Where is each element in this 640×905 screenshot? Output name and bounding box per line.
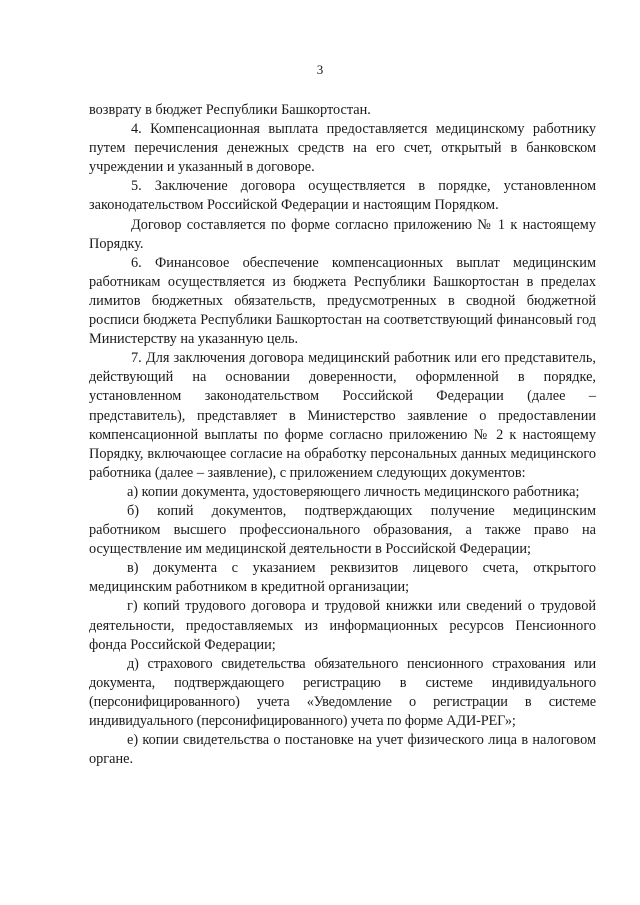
paragraph-contract-form: Договор составляется по форме согласно приложению № 1 к настоящему Порядку.: [89, 216, 596, 252]
list-item-g-employment-documents: г) копий трудового договора и трудовой книжки или сведений о трудовой деятельности, предоставляемых из информационных ресурсов Пенсионного фонда Российской Федерации;: [89, 598, 596, 653]
list-item-b-education-documents: б) копий документов, подтверждающих получение медицинским работником высшего профессионального образования, а также право на осуществление им медицинской деятельности в Российской Федерации;: [89, 502, 596, 558]
paragraph-7-application: 7. Для заключения договора медицинский работник или его представитель, действующий на основании доверенности, оформленной в порядке, установленном законодательством Российской Федерации (далее – представитель), представляет в Министерство заявление о предоставлении компенсационной выплаты по форме согласно приложению № 2 к настоящему Порядку, включающее согласие на обработку персональных данных медицинского работника (далее – заявление), с приложением следующих документов:: [89, 350, 596, 481]
page-number: 3: [316, 62, 324, 77]
list-item-e-tax-registration: е) копии свидетельства о постановке на учет физического лица в налоговом органе.: [89, 732, 596, 768]
paragraph-5-contract-conclusion: 5. Заключение договора осуществляется в порядке, установленном законодательством Российской Федерации и настоящим Порядком.: [89, 178, 596, 214]
paragraph-continuation: возврату в бюджет Республики Башкортостан.: [89, 102, 371, 118]
paragraph-6-financing: 6. Финансовое обеспечение компенсационных выплат медицинским работникам осуществляется из бюджета Республики Башкортостан в пределах лимитов бюджетных обязательств, предусмотренных в сводной бюджетной росписи бюджета Республики Башкортостан на соответствующий финансовый год Министерству на указанную цель.: [89, 254, 596, 348]
list-item-v-account-details: в) документа с указанием реквизитов лицевого счета, открытого медицинским работником в кредитной организации;: [89, 560, 596, 596]
list-item-d-pension-certificate: д) страхового свидетельства обязательного пенсионного страхования или документа, подтверждающего регистрацию в системе индивидуального (персонифицированного) учета «Уведомление о регистрации в системе индивидуального (персонифицированного) учета по форме АДИ-РЕГ»;: [89, 655, 596, 729]
paragraph-4-compensation-payment: 4. Компенсационная выплата предоставляется медицинскому работнику путем перечисления денежных средств на его счет, открытый в банковском учреждении и указанный в договоре.: [89, 121, 596, 176]
document-body: [89, 101, 596, 769]
list-item-a-identity-document: а) копии документа, удостоверяющего личность медицинского работника;: [127, 483, 580, 500]
